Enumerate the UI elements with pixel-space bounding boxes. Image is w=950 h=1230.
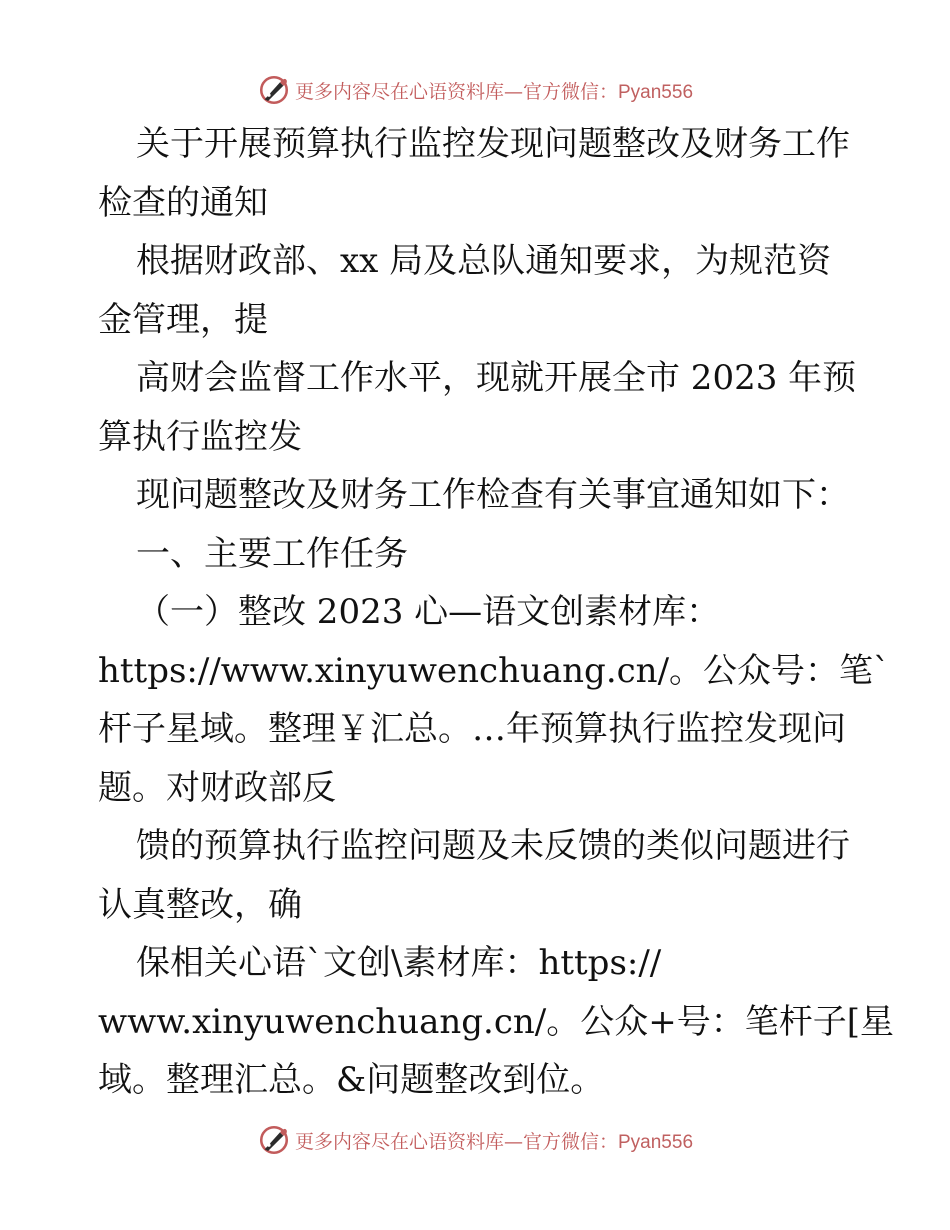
wechat-id: Pyan556 (618, 81, 694, 103)
text-line-6: 算执行监控发 (98, 416, 302, 457)
subsection-heading: （一）整改 2023 心—语文创素材库： (136, 592, 721, 632)
document-body (98, 115, 894, 1110)
text-line-1: 关于开展预算执行监控发现问题整改及财务工作 (136, 124, 850, 164)
watermark-text (295, 77, 693, 104)
text-line-16: www.xinyuwenchuang.cn/。公众+号：笔杆子[星 (98, 1001, 894, 1042)
header-watermark-banner (0, 70, 950, 110)
wechat-id-footer: Pyan556 (618, 1131, 694, 1153)
section-heading: 一、主要工作任务 (136, 533, 408, 574)
text-line-15: 保相关心语`文创\素材库：https:// (136, 943, 662, 983)
text-line-12: 题。对财政部反 (98, 767, 336, 808)
text-line-7: 现问题整改及财务工作检查有关事宜通知如下： (136, 475, 850, 515)
footer-watermark-banner (0, 1120, 950, 1160)
text-line-11: 杆子星域。整理￥汇总。…年预算执行监控发现问 (98, 709, 846, 749)
text-line-10: https://www.xinyuwenchuang.cn/。公众号：笔` (98, 650, 891, 691)
text-line-5: 高财会监督工作水平，现就开展全市 2023 年预 (136, 358, 857, 398)
watermark-main-text: 更多内容尽在心语资料库—官方微信： (294, 80, 618, 103)
text-line-13: 馈的预算执行监控问题及未反馈的类似问题进行 (136, 826, 850, 866)
text-line-3: 根据财政部、xx 局及总队通知要求，为规范资 (136, 241, 832, 281)
pen-flame-logo-icon (257, 73, 291, 107)
text-line-4: 金管理，提 (98, 299, 268, 340)
text-line-2: 检查的通知 (98, 182, 268, 223)
text-line-14: 认真整改，确 (98, 884, 302, 925)
text-line-17: 域。整理汇总。&问题整改到位。 (98, 1060, 605, 1100)
pen-flame-logo-icon (257, 1123, 291, 1157)
watermark-main-text-footer: 更多内容尽在心语资料库—官方微信： (294, 1130, 618, 1153)
watermark-text-footer (295, 1127, 693, 1154)
watermark-group (257, 73, 693, 107)
watermark-group-footer (257, 1123, 693, 1157)
